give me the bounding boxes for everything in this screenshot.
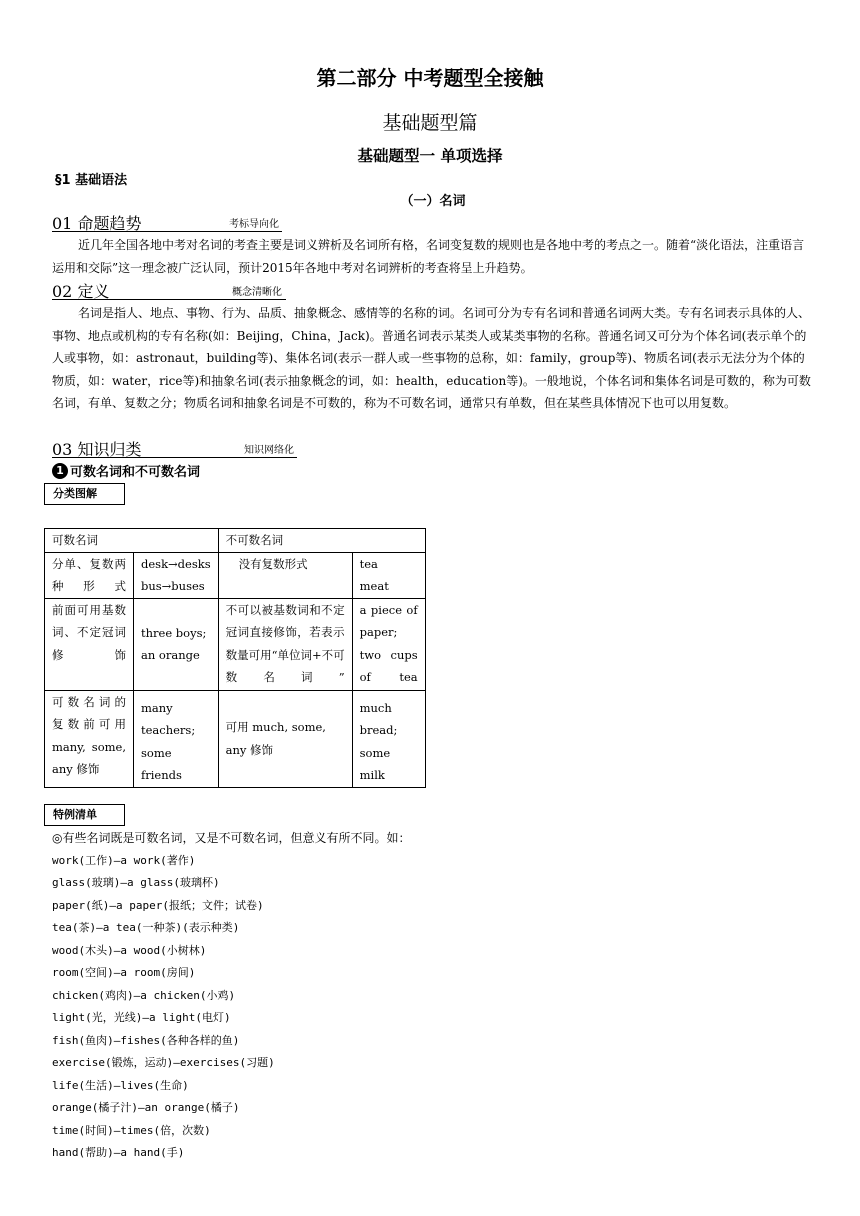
example-line: meat — [359, 579, 389, 593]
example-line: desk→desks — [141, 556, 211, 571]
uncountable-example: a piece of paper; two cups of tea — [352, 598, 425, 690]
example-line: many — [141, 700, 173, 715]
list-item: wood(木头)—a wood(小树林) — [52, 943, 207, 957]
countable-example — [134, 690, 219, 787]
knowledge-heading — [52, 437, 297, 458]
example-line: teachers; — [141, 723, 196, 737]
uncountable-example — [352, 552, 425, 598]
list-item: hand(帮助)—a hand(手) — [52, 1146, 185, 1159]
list-item: time(时间)—times(倍，次数) — [52, 1123, 211, 1137]
countable-header: 可数名词 — [45, 529, 219, 553]
definition-title: 02 定义 — [52, 282, 110, 301]
countable-desc: 前面可用基数词、不定冠词修饰 — [45, 598, 134, 690]
uncountable-header: 不可数名词 — [218, 529, 425, 553]
list-item: fish(鱼肉)—fishes(各种各样的鱼) — [52, 1033, 240, 1047]
noun-classification-table — [44, 528, 426, 788]
table-row — [45, 598, 426, 690]
topic-title: （一）名词 — [400, 194, 466, 209]
list-item: work(工作)—a work(著作) — [52, 853, 196, 867]
definition-heading — [52, 279, 286, 300]
number-badge: 1 — [52, 463, 68, 479]
example-line: some — [141, 745, 172, 760]
list-item: chicken(鸡肉)—a chicken(小鸡) — [52, 988, 236, 1002]
example-line: some milk — [359, 745, 391, 782]
table-row — [45, 690, 426, 787]
desc-line: 复数前可用 — [52, 717, 126, 731]
example-line: an orange — [141, 648, 200, 662]
definition-tag: 概念清晰化 — [232, 287, 282, 298]
desc-line: many, some, — [52, 739, 126, 754]
knowledge-tag: 知识网络化 — [244, 445, 294, 456]
part-title: 第二部分 中考题型全接触 — [316, 66, 544, 90]
uncountable-desc: 没有复数形式 — [218, 552, 352, 598]
list-item: light(光，光线)—a light(电灯) — [52, 1011, 231, 1024]
list-item: orange(橘子汁)—an orange(橘子) — [52, 1101, 240, 1114]
list-item: glass(玻璃)—a glass(玻璃杯) — [52, 876, 220, 889]
special-list-label: 特例清单 — [44, 804, 125, 826]
diagram-label: 分类图解 — [44, 483, 125, 505]
trend-tag: 考标导向化 — [229, 219, 279, 230]
desc-line: any 修饰 — [52, 762, 100, 776]
definition-paragraph: 名词是指人、地点、事物、行为、品质、抽象概念、感情等的名称的词。名词可分为专有名词和普通名词两大类。专有名词表示具体的人、事物、地点或机构的专有名称(如：Beijing，China，Jack)。普通名词表示某类人或某类事物的名称。普通名词又可分为个体名词(表示单个的人或事物，如：astronaut，building等)、集体名词(表示一群人或一些事物的总称，如：family，group等)、物质名词(表示无法分为个体的物质，如：water，rice等)和抽象名词(表示抽象概念的词，如：health，education等)。一般地说，个体名词和集体名词是可数的，称为可数名词，有单、复数之分；物质名词和抽象名词是不可数的，称为不可数名词，通常只有单数，但在某些具体情况下也可以用复数。 — [52, 306, 811, 410]
countable-desc: 分单、复数两种形式 — [45, 552, 134, 598]
list-item: paper(纸)—a paper(报纸；文件；试卷) — [52, 898, 264, 912]
example-line: tea — [359, 556, 378, 571]
example-line: friends — [141, 768, 182, 782]
list-item: tea(茶)—a tea(一种茶)(表示种类) — [52, 921, 240, 934]
trend-title: 01 命题趋势 — [52, 214, 142, 233]
uncountable-desc: 可用 much, some, any 修饰 — [218, 690, 352, 787]
desc-line: 可数名词的 — [52, 694, 126, 709]
list-item: room(空间)—a room(房间) — [52, 966, 196, 979]
example-line: three boys; — [141, 625, 207, 640]
section-title: 基础题型篇 — [382, 112, 478, 134]
item-heading — [52, 461, 200, 480]
uncountable-desc: 不可以被基数词和不定冠词直接修饰，若表示数量可用“单位词+不可数名词” — [218, 598, 352, 690]
example-line: bread; — [359, 723, 398, 737]
uncountable-example — [352, 690, 425, 787]
example-line: much — [359, 700, 392, 715]
special-noun-list — [52, 827, 752, 1165]
countable-desc — [45, 690, 134, 787]
table-row — [45, 552, 426, 598]
special-list-intro: ◎有些名词既是可数名词，又是不可数名词，但意义有所不同。如： — [52, 831, 411, 845]
list-item: life(生活)—lives(生命) — [52, 1078, 189, 1092]
list-item: exercise(锻炼，运动)—exercises(习题) — [52, 1056, 275, 1069]
countable-example — [134, 552, 219, 598]
example-line: bus→buses — [141, 579, 205, 593]
subsection-title: 基础题型一 单项选择 — [357, 147, 503, 165]
trend-heading — [52, 211, 282, 232]
countable-example — [134, 598, 219, 690]
item-title: 可数名词和不可数名词 — [70, 465, 201, 480]
knowledge-title: 03 知识归类 — [52, 440, 142, 459]
trend-paragraph: 近几年全国各地中考对名词的考查主要是词义辨析及名词所有格，名词变复数的规则也是各地中考的考点之一。随着“淡化语法，注重语言运用和交际”这一理念被广泛认同，预计2015年各地中考对名词辨析的考查将呈上升趋势。 — [52, 238, 805, 275]
table-header-row — [45, 529, 426, 553]
grammar-heading: §1 基础语法 — [55, 173, 128, 188]
